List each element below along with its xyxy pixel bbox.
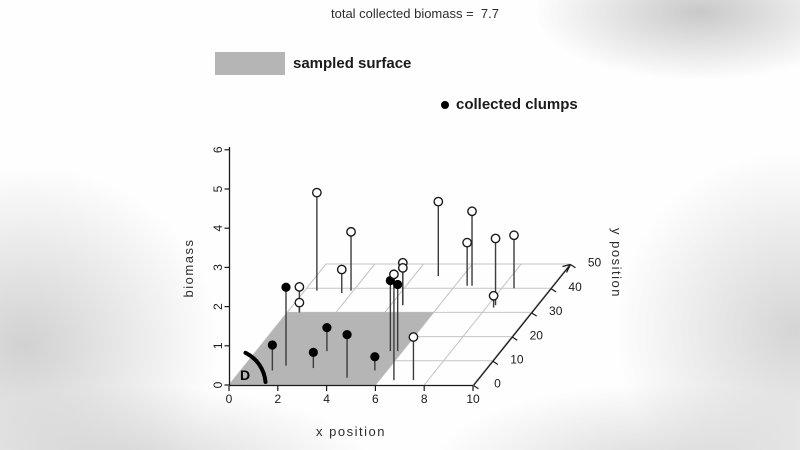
z-tick-label: 5: [211, 185, 226, 193]
y-tick-label: 50: [587, 255, 602, 270]
collected-clump-marker: [393, 280, 402, 289]
uncollected-clump-marker: [510, 231, 518, 239]
y-tick-label: 40: [568, 279, 582, 294]
y-axis-label: y position: [609, 228, 624, 298]
z-tick-label: 1: [211, 342, 226, 350]
distance-label: D: [239, 367, 251, 383]
uncollected-clump-marker: [390, 270, 398, 278]
x-tick-label: 2: [274, 392, 282, 406]
z-axis-label: biomass: [181, 238, 196, 298]
y-tick-label: 0: [494, 376, 501, 391]
uncollected-clump-marker: [463, 238, 471, 246]
chart-title: total collected biomass = 7.7: [330, 6, 499, 21]
x-axis-label: x position: [316, 424, 386, 439]
y-tick-label: 30: [549, 304, 563, 319]
y-axis: [474, 265, 571, 386]
y-tick-label: 20: [529, 328, 543, 343]
collected-clump-marker: [370, 352, 379, 361]
uncollected-clump-marker: [468, 207, 476, 215]
z-tick-label: 0: [211, 381, 226, 389]
sampled-surface-region: [229, 312, 434, 385]
z-tick-label: 4: [211, 224, 226, 232]
uncollected-clump-marker: [409, 333, 417, 341]
collected-clump-marker: [309, 348, 318, 357]
legend-surface-label: sampled surface: [293, 55, 412, 72]
collected-clump-marker: [322, 323, 331, 332]
legend-surface-swatch: [215, 52, 285, 75]
legend-clump-dot-icon: [441, 101, 449, 109]
uncollected-clump-marker: [399, 264, 407, 272]
z-tick-label: 2: [211, 303, 226, 310]
uncollected-clump-marker: [491, 234, 499, 242]
uncollected-clump-marker: [434, 197, 442, 205]
z-tick-label: 3: [211, 264, 226, 271]
collected-clump-marker: [342, 330, 351, 339]
x-tick-label: 8: [420, 392, 428, 406]
uncollected-clump-marker: [313, 188, 321, 196]
uncollected-clump-marker: [295, 283, 303, 291]
uncollected-clump-marker: [347, 228, 355, 236]
x-tick-label: 4: [323, 392, 330, 406]
uncollected-clump-marker: [295, 298, 303, 306]
x-tick-label: 10: [466, 392, 480, 406]
uncollected-clump-marker: [338, 265, 346, 273]
x-tick-label: 0: [225, 392, 233, 406]
legend-clumps-label: collected clumps: [456, 96, 578, 113]
collected-clump-marker: [281, 283, 290, 292]
uncollected-clump-marker: [489, 292, 497, 300]
y-tick-label: 10: [510, 352, 524, 367]
collected-clump-marker: [268, 340, 277, 349]
z-tick-label: 6: [211, 146, 226, 154]
x-tick-label: 6: [372, 392, 379, 406]
